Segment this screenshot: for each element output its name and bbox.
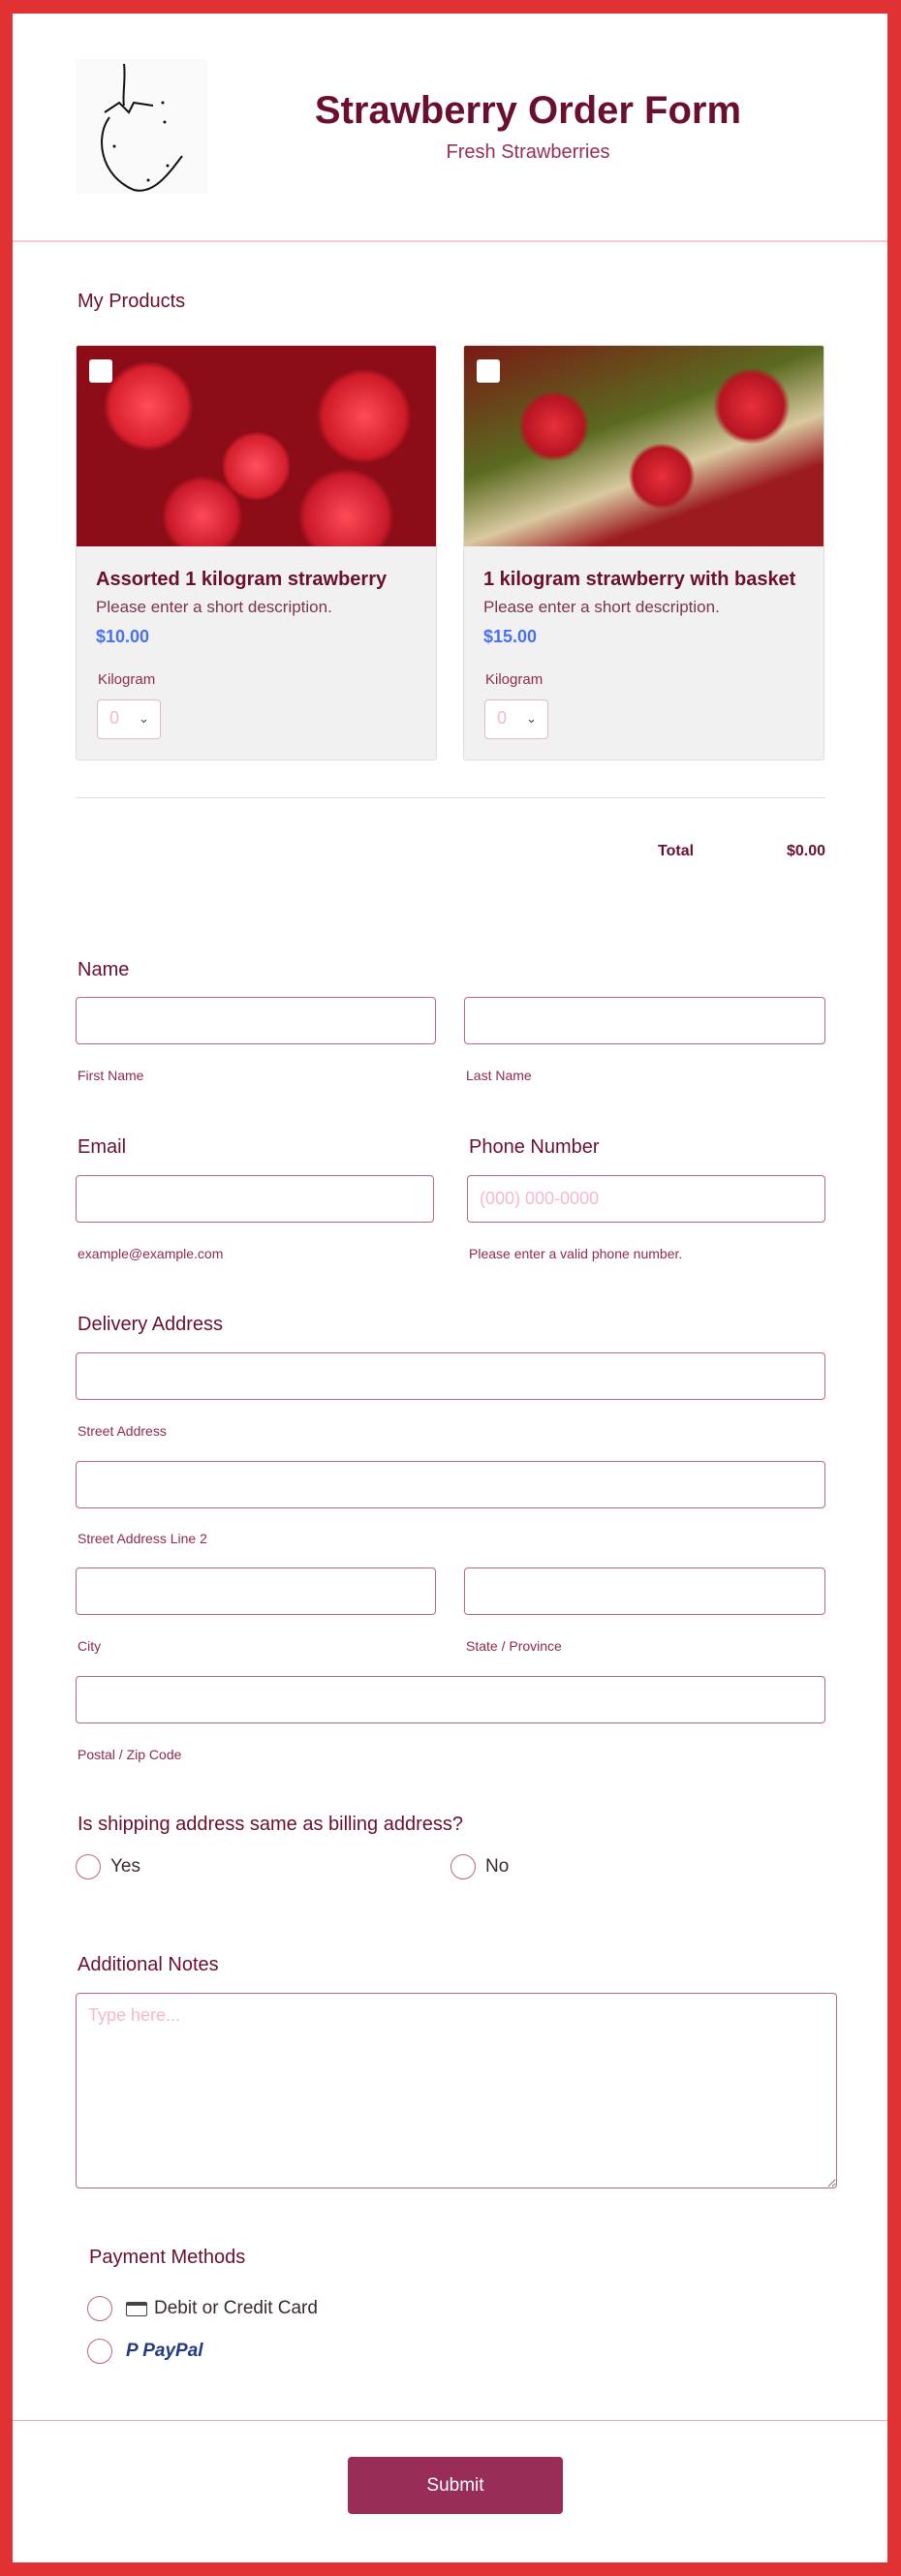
product-description: Please enter a short description. (96, 598, 332, 616)
product-checkbox[interactable] (477, 359, 500, 383)
phone-input[interactable] (467, 1175, 825, 1223)
products-divider (76, 797, 825, 798)
form-subtitle: Fresh Strawberries (446, 141, 610, 163)
name-label: Name (78, 959, 130, 980)
address-label: Delivery Address (78, 1314, 224, 1335)
notes-textarea[interactable] (76, 1993, 837, 2188)
quantity-label: Kilogram (98, 671, 156, 688)
total-label: Total (658, 843, 695, 859)
strawberry-logo (76, 59, 207, 194)
product-card[interactable] (76, 345, 437, 760)
quantity-select[interactable] (484, 699, 548, 739)
paypal-text: PayPal (142, 2341, 203, 2361)
product-name: Assorted 1 kilogram strawberry (96, 569, 388, 590)
state-sublabel: State / Province (466, 1638, 562, 1654)
quantity-value: 0 (109, 708, 120, 728)
zip-sublabel: Postal / Zip Code (78, 1747, 182, 1762)
chevron-down-icon: ⌄ (139, 711, 149, 726)
products-label: My Products (78, 291, 186, 312)
shipping-yes-radio[interactable] (76, 1854, 101, 1879)
zip-input[interactable] (76, 1676, 825, 1723)
street-sublabel: Street Address (78, 1423, 167, 1439)
email-label: Email (78, 1136, 127, 1158)
submit-button[interactable]: Submit (348, 2457, 563, 2514)
paypal-icon: P (126, 2341, 143, 2361)
shipping-no-radio[interactable] (450, 1854, 476, 1879)
payment-label: Payment Methods (89, 2247, 246, 2268)
chevron-down-icon: ⌄ (526, 711, 537, 726)
product-checkbox[interactable] (89, 359, 112, 383)
card-label[interactable]: Debit or Credit Card (154, 2298, 318, 2318)
paypal-radio[interactable] (87, 2339, 112, 2364)
street2-sublabel: Street Address Line 2 (78, 1531, 207, 1546)
notes-label: Additional Notes (78, 1954, 219, 1975)
street2-input[interactable] (76, 1461, 825, 1508)
state-input[interactable] (464, 1567, 825, 1615)
product-price: $10.00 (96, 627, 150, 646)
phone-hint: Please enter a valid phone number. (469, 1246, 683, 1261)
street-input[interactable] (76, 1352, 825, 1400)
quantity-label: Kilogram (485, 671, 544, 688)
shipping-no-label[interactable]: No (485, 1856, 510, 1877)
credit-card-icon (126, 2302, 147, 2316)
form-page (13, 14, 887, 2562)
card-radio[interactable] (87, 2296, 112, 2321)
city-input[interactable] (76, 1567, 436, 1615)
shipping-yes-label[interactable]: Yes (110, 1856, 140, 1877)
header-divider (13, 240, 887, 242)
total-value: $0.00 (786, 843, 825, 859)
form-title: Strawberry Order Form (314, 89, 742, 132)
footer-divider (13, 2420, 887, 2421)
product-description: Please enter a short description. (483, 598, 720, 616)
first-name-sublabel: First Name (78, 1068, 144, 1083)
product-card[interactable] (463, 345, 824, 760)
last-name-sublabel: Last Name (466, 1068, 532, 1083)
quantity-value: 0 (497, 708, 508, 728)
product-name: 1 kilogram strawberry with basket (483, 569, 796, 590)
shipping-question: Is shipping address same as billing address? (78, 1814, 463, 1835)
email-input[interactable] (76, 1175, 434, 1223)
phone-label: Phone Number (469, 1136, 600, 1158)
quantity-select[interactable] (97, 699, 161, 739)
product-image (464, 346, 823, 546)
paypal-logo (126, 2341, 203, 2362)
product-image (77, 346, 436, 546)
email-hint: example@example.com (78, 1246, 224, 1261)
city-sublabel: City (78, 1638, 102, 1654)
product-price: $15.00 (483, 627, 538, 646)
last-name-input[interactable] (464, 997, 825, 1044)
first-name-input[interactable] (76, 997, 436, 1044)
